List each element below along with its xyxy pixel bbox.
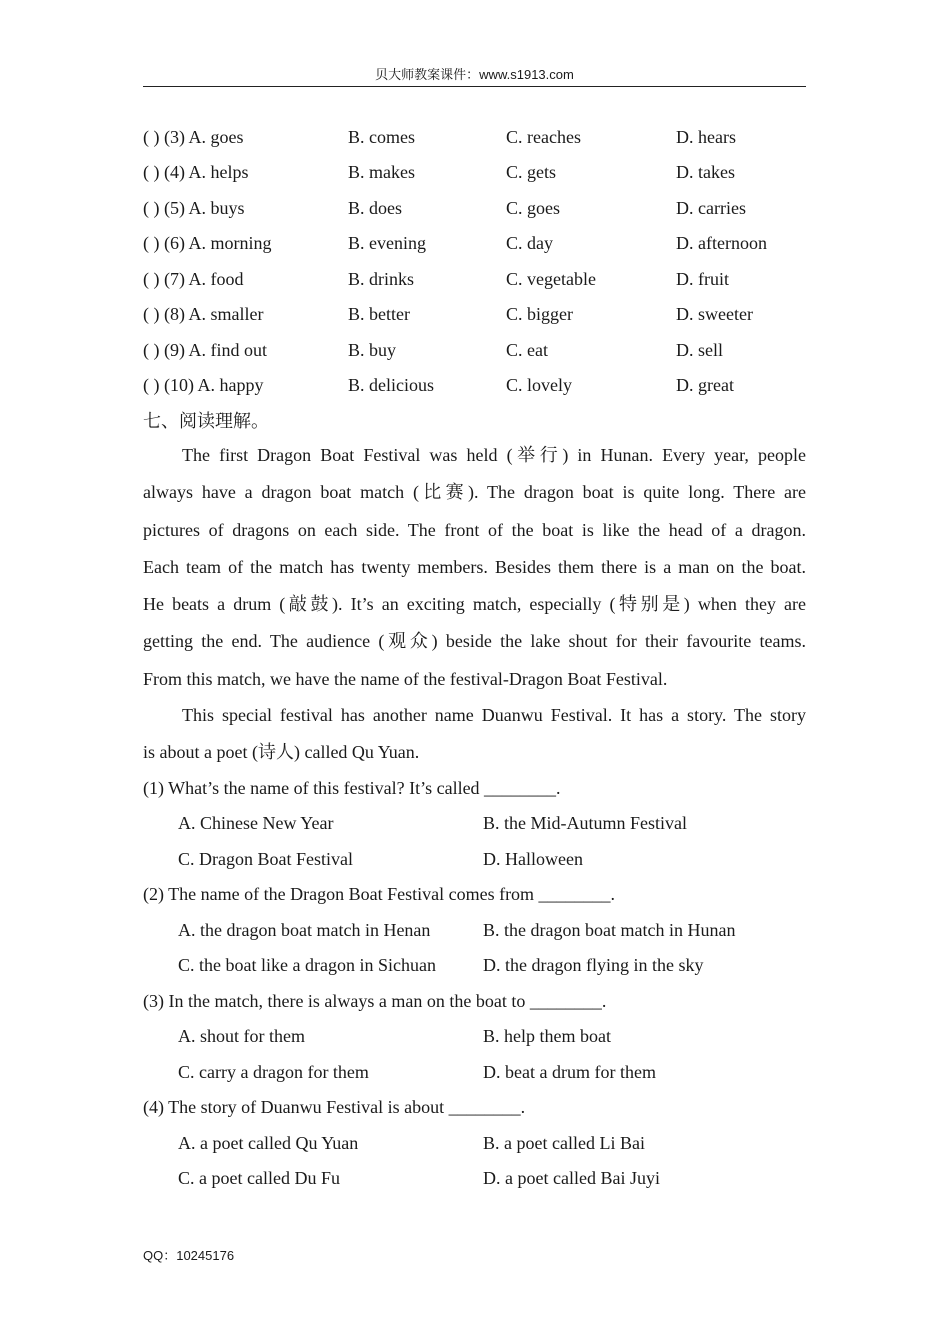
question-option-c: C. carry a dragon for them <box>178 1062 369 1082</box>
question-option-c: C. the boat like a dragon in Sichuan <box>178 955 436 975</box>
cloze-option-d: D. hears <box>676 127 736 147</box>
question-stem: (1) What’s the name of this festival? It’s called ________. <box>143 778 561 798</box>
passage-line: is about a poet (诗人) called Qu Yuan. <box>143 742 420 763</box>
passage-line: always have a dragon boat match (比赛). The dragon boat is quite long. There are <box>143 482 806 503</box>
cloze-option-c: C. day <box>506 233 553 253</box>
question-option-b: B. the dragon boat match in Hunan <box>483 920 736 940</box>
passage-line: He beats a drum (敲鼓). It’s an exciting match, especially (特别是) when they are <box>143 594 806 615</box>
section-title: 七、阅读理解。 <box>143 411 269 431</box>
passage-line: This special festival has another name Duanwu Festival. It has a story. The story <box>182 705 806 725</box>
question-option-b: B. the Mid-Autumn Festival <box>483 813 687 833</box>
cloze-option-b: B. better <box>348 304 410 324</box>
cloze-option-c: C. eat <box>506 340 548 360</box>
cloze-option-d: D. fruit <box>676 269 729 289</box>
cloze-option-b: B. drinks <box>348 269 415 289</box>
cloze-option-b: B. evening <box>348 233 426 253</box>
question-option-d: D. a poet called Bai Juyi <box>483 1168 660 1188</box>
question-option-a: A. Chinese New Year <box>178 813 334 833</box>
cloze-question-option-a: ( ) (3) A. goes <box>143 127 244 147</box>
cloze-option-c: C. lovely <box>506 375 572 395</box>
cloze-option-c: C. goes <box>506 198 560 218</box>
cloze-option-b: B. makes <box>348 162 415 182</box>
passage-line: pictures of dragons on each side. The front of the boat is like the head of a dragon. <box>143 519 806 540</box>
cloze-question-option-a: ( ) (6) A. morning <box>143 233 272 253</box>
question-option-d: D. the dragon flying in the sky <box>483 955 704 975</box>
question-option-c: C. a poet called Du Fu <box>178 1168 340 1188</box>
question-option-a: A. a poet called Qu Yuan <box>178 1133 359 1153</box>
passage-line: Each team of the match has twenty members. Besides them there is a man on the boat. <box>143 556 806 577</box>
question-option-c: C. Dragon Boat Festival <box>178 849 353 869</box>
cloze-option-c: C. bigger <box>506 304 573 324</box>
question-option-d: D. Halloween <box>483 849 583 869</box>
page-footer: QQ：10245176 <box>143 1248 235 1263</box>
question-stem: (3) In the match, there is always a man on the boat to ________. <box>143 991 607 1011</box>
passage-line: The first Dragon Boat Festival was held (举行) in Hunan. Every year, people <box>182 445 806 465</box>
cloze-option-b: B. buy <box>348 340 397 360</box>
cloze-option-c: C. vegetable <box>506 269 596 289</box>
cloze-question-option-a: ( ) (8) A. smaller <box>143 304 264 324</box>
page-header: 贝大师教案课件：www.s1913.com <box>143 64 806 87</box>
passage-paragraph-2 <box>143 697 806 772</box>
cloze-option-d: D. afternoon <box>676 233 767 253</box>
cloze-question-option-a: ( ) (7) A. food <box>143 269 244 289</box>
cloze-question-option-a: ( ) (5) A. buys <box>143 198 245 218</box>
question-option-b: B. a poet called Li Bai <box>483 1133 645 1153</box>
cloze-option-d: D. sweeter <box>676 304 753 324</box>
cloze-option-b: B. comes <box>348 127 415 147</box>
cloze-question-option-a: ( ) (9) A. find out <box>143 340 267 360</box>
question-option-a: A. shout for them <box>178 1026 305 1046</box>
cloze-option-d: D. takes <box>676 162 735 182</box>
cloze-option-d: D. great <box>676 375 734 395</box>
cloze-option-c: C. reaches <box>506 127 581 147</box>
cloze-question-option-a: ( ) (4) A. helps <box>143 162 249 182</box>
question-option-b: B. help them boat <box>483 1026 611 1046</box>
cloze-option-c: C. gets <box>506 162 557 182</box>
cloze-question-option-a: ( ) (10) A. happy <box>143 375 264 395</box>
question-option-a: A. the dragon boat match in Henan <box>178 920 431 940</box>
cloze-option-d: D. carries <box>676 198 746 218</box>
question-option-d: D. beat a drum for them <box>483 1062 656 1082</box>
question-stem: (4) The story of Duanwu Festival is about ________. <box>143 1097 526 1117</box>
cloze-option-b: B. does <box>348 198 402 218</box>
passage-paragraph-1 <box>143 437 806 698</box>
cloze-option-d: D. sell <box>676 340 723 360</box>
passage-line: From this match, we have the name of the festival-Dragon Boat Festival. <box>143 668 668 689</box>
question-stem: (2) The name of the Dragon Boat Festival comes from ________. <box>143 884 616 904</box>
cloze-option-b: B. delicious <box>348 375 434 395</box>
passage-line: getting the end. The audience (观众) beside the lake shout for their favourite teams. <box>143 631 806 652</box>
